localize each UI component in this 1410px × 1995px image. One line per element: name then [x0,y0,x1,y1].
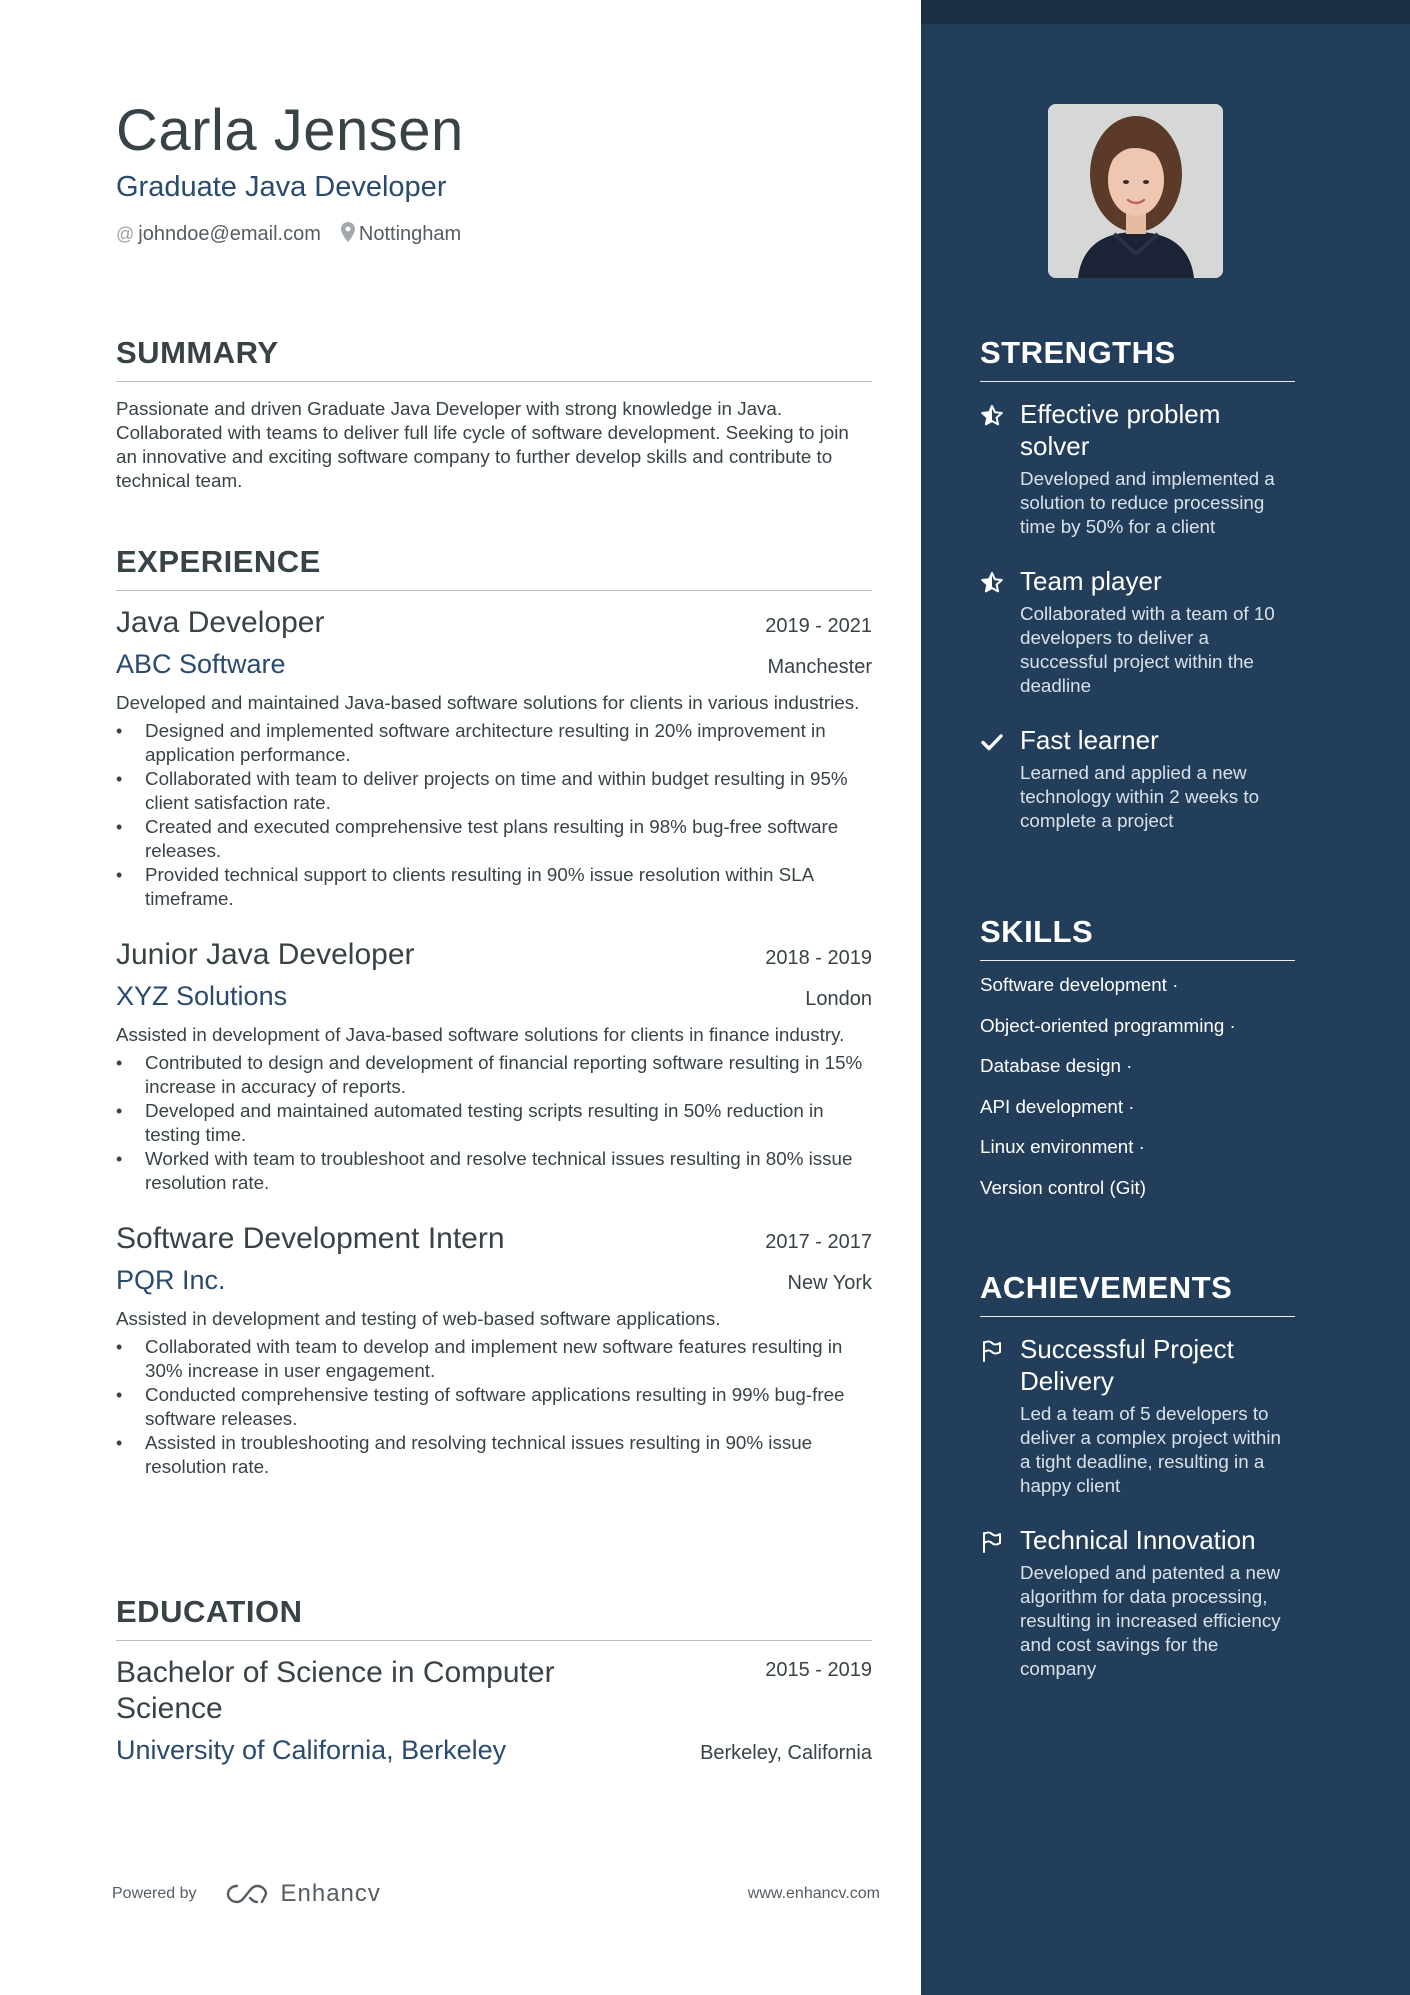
achievements-section [980,1268,1295,1681]
job-entry [116,1221,872,1479]
job-location: London [805,988,872,1010]
strengths-heading: STRENGTHS [980,333,1295,382]
job-dates: 2017 - 2017 [765,1231,872,1253]
strength-item [980,565,1295,698]
email-text: johndoe@email.com [138,222,321,245]
skills-list [980,973,1295,1200]
job-dates: 2018 - 2019 [765,947,872,969]
education-section [116,1592,872,1767]
skills-heading: SKILLS [980,912,1295,961]
achievement-title: Successful Project Delivery [1020,1334,1234,1396]
strength-title: Team player [1020,566,1162,596]
strength-item [980,398,1295,539]
job-company: ABC Software [116,649,286,679]
skill-item: Database design · [980,1055,1133,1076]
resume-header [116,96,872,248]
job-bullet: • Provided technical support to clients resulting in 90% issue resolution within SLA timeframe. [116,863,872,911]
location-pin-icon [341,222,355,247]
education-school: University of California, Berkeley [116,1735,507,1765]
powered-by [112,1880,381,1908]
strength-item [980,724,1295,833]
enhancv-logo-text: Enhancv [280,1880,381,1907]
education-location: Berkeley, California [700,1742,872,1764]
skill-item: Version control (Git) [980,1176,1146,1198]
strengths-section [980,333,1295,833]
job-bullet: • Created and executed comprehensive test plans resulting in 98% bug-free software releases. [116,815,872,863]
job-bullet: • Worked with team to troubleshoot and resolve technical issues resulting in 80% issue resolution rate. [116,1147,872,1195]
achievement-text: Led a team of 5 developers to deliver a complex project within a tight deadline, resulting in a happy client [1020,1403,1281,1496]
job-description: Developed and maintained Java-based software solutions for clients in various industries. [116,692,860,713]
footer-website[interactable]: www.enhancv.com [747,1885,880,1902]
job-title: Software Development Intern [116,1222,505,1255]
job-entry [116,605,872,911]
education-dates: 2015 - 2019 [765,1659,872,1681]
experience-section [116,542,872,1479]
skill-item: API development · [980,1095,1135,1117]
job-title: Java Developer [116,606,325,639]
job-description: Assisted in development and testing of web-based software applications. [116,1308,721,1329]
achievements-heading: ACHIEVEMENTS [980,1268,1295,1317]
strength-title: Fast learner [1020,725,1159,755]
job-title: Junior Java Developer [116,938,415,971]
job-bullet: • Collaborated with team to deliver projects on time and within budget resulting in 95% client satisfaction rate. [116,767,872,815]
achievement-text: Developed and patented a new algorithm for data processing, resulting in increased efficiency and cost savings for the company [1020,1562,1281,1679]
flag-icon [980,1524,1020,1681]
job-location: Manchester [767,656,872,678]
experience-heading: EXPERIENCE [116,542,872,591]
summary-section [116,333,872,493]
candidate-name: Carla Jensen [116,98,464,163]
job-bullets [116,719,872,911]
strength-text: Developed and implemented a solution to reduce processing time by 50% for a client [1020,468,1275,537]
job-bullet: • Collaborated with team to develop and implement new software features resulting in 30% increase in user engagement. [116,1335,872,1383]
sidebar-top-bar [921,0,1410,24]
star-half-icon [980,565,1020,698]
strength-text: Collaborated with a team of 10 developers to deliver a successful project within the deadline [1020,603,1275,696]
job-description: Assisted in development of Java-based software solutions for clients in finance industry. [116,1024,845,1045]
strength-title: Effective problem solver [1020,399,1221,461]
summary-heading: SUMMARY [116,333,872,382]
job-bullet: • Assisted in troubleshooting and resolving technical issues resulting in 90% issue resolution rate. [116,1431,872,1479]
skill-item: Linux environment · [980,1136,1145,1157]
enhancv-logo-icon [225,1882,271,1906]
achievement-title: Technical Innovation [1020,1525,1256,1555]
job-bullet: • Contributed to design and development of financial reporting software resulting in 15% increase in accuracy of reports. [116,1051,872,1099]
enhancv-logo[interactable] [225,1880,381,1908]
skill-item: Software development · [980,974,1179,995]
strength-text: Learned and applied a new technology within 2 weeks to complete a project [1020,762,1260,831]
candidate-title: Graduate Java Developer [116,171,447,203]
at-icon: @ [116,223,135,244]
skills-section [980,912,1295,1216]
profile-photo [1048,104,1223,278]
contact-info [116,220,872,248]
job-dates: 2019 - 2021 [765,615,872,637]
skill-item: Object-oriented programming · [980,1014,1236,1036]
footer [112,1876,880,1912]
education-heading: EDUCATION [116,1592,872,1641]
checkmark-icon [980,724,1020,833]
job-bullets [116,1335,872,1479]
powered-by-label: Powered by [112,1885,197,1902]
job-bullet: • Conducted comprehensive testing of software applications resulting in 99% bug-free software releases. [116,1383,872,1431]
job-location: New York [787,1272,872,1294]
achievement-item [980,1333,1295,1498]
star-half-icon [980,398,1020,539]
job-bullet: • Designed and implemented software architecture resulting in 20% improvement in application performance. [116,719,872,767]
job-entry [116,937,872,1195]
summary-text: Passionate and driven Graduate Java Developer with strong knowledge in Java. Collaborated with teams to deliver full life cycle of software development. Seeking to join an innovative and exciting software company to further develop skills and contribute to technical team. [116,398,849,491]
flag-icon [980,1333,1020,1498]
location-text: Nottingham [358,222,462,245]
contact-location [341,222,461,247]
job-company: XYZ Solutions [116,981,288,1011]
achievement-item [980,1524,1295,1681]
contact-email[interactable] [116,223,321,246]
job-company: PQR Inc. [116,1265,226,1295]
job-bullet: • Developed and maintained automated testing scripts resulting in 50% reduction in testing time. [116,1099,872,1147]
education-degree: Bachelor of Science in Computer Science [116,1656,555,1725]
job-bullets [116,1051,872,1195]
